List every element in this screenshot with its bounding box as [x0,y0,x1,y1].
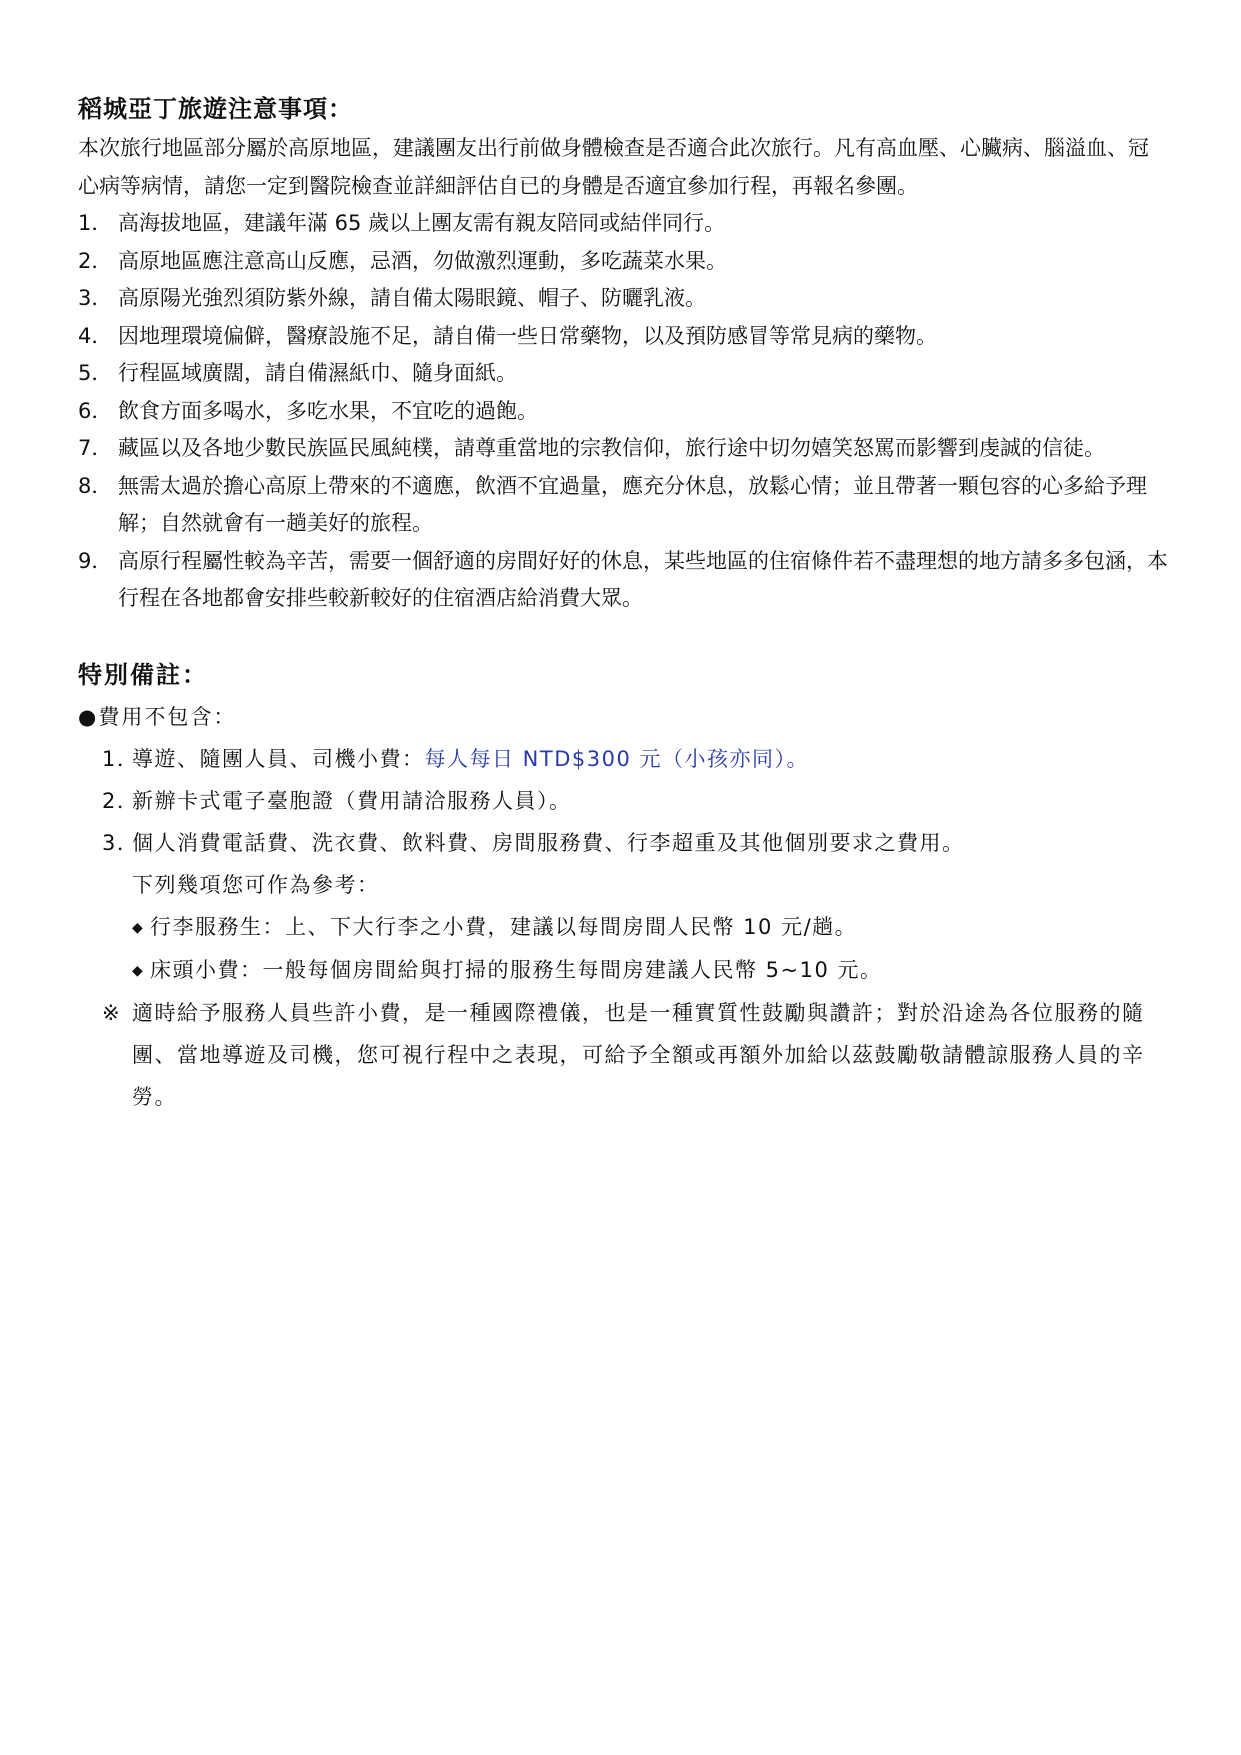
document-page [78,88,1168,1118]
list-item-text: 無需太過於擔心高原上帶來的不適應，飲酒不宜過量，應充分休息，放鬆心情；並且帶著一顆包容的心多給予理解；自然就會有一趟美好的旅程。 [118,473,1147,535]
list-item-text: 高海拔地區，建議年滿 65 歲以上團友需有親友陪同或結伴同行。 [118,211,726,235]
section-title-travel-notes: 稻城亞丁旅遊注意事項： [78,95,353,123]
diamond-bullet-icon: ◆ [132,919,145,936]
tip-bullet-housekeeping [78,949,1168,992]
list-item-number: 9． [78,548,113,573]
list-item-number: 2． [78,248,113,273]
list-item [78,430,1168,468]
list-item-number: 3． [78,286,113,310]
list-item [78,468,1168,543]
diamond-bullet-icon: ◆ [132,962,145,979]
section-divider-space [78,618,1168,654]
fee-item [102,780,1168,822]
fee-item [102,822,1168,864]
fee-excluded-heading: ●費用不包含： [78,704,237,729]
fee-item-number: 2． [102,788,140,813]
list-item-text: 藏區以及各地少數民族區民風純樸，請尊重當地的宗教信仰，旅行途中切勿嬉笑怒罵而影響到虔誠的信徒。 [118,436,1105,460]
fee-item-number: 3． [102,830,140,855]
list-item-text: 高原行程屬性較為辛苦，需要一個舒適的房間好好的休息，某些地區的住宿條件若不盡理想的地方請多多包涵，本行程在各地都會安排些較新較好的住宿酒店給消費大眾。 [118,548,1168,610]
tip-bullet-text: 床頭小費：一般每個房間給與打掃的服務生每間房建議人民幣 5~10 元。 [150,957,883,982]
list-item-text: 高原地區應注意高山反應，忌酒，勿做激烈運動，多吃蔬菜水果。 [118,248,727,273]
tipping-remark-text: 適時給予服務人員些許小費，是一種國際禮儀，也是一種實質性鼓勵與讚許；對於沿途為各位服務的隨團、當地導遊及司機，您可視行程中之表現，可給予全額或再額外加給以茲鼓勵敬請體諒服務人員的辛勞。 [132,1000,1145,1109]
list-item [78,280,1168,318]
tipping-remark [78,992,1168,1118]
list-item-number: 5． [78,361,113,385]
section-title-special-notes: 特別備註： [78,660,208,689]
list-item-text: 因地理環境偏僻，醫療設施不足，請自備一些日常藥物，以及預防感冒等常見病的藥物。 [118,323,937,348]
list-item-text: 高原陽光強烈須防紫外線，請自備太陽眼鏡、帽子、防曬乳液。 [118,286,706,310]
list-item [78,243,1168,281]
fee-item-text [132,738,1168,780]
fee-item [102,738,1168,780]
fee-item-text: 新辦卡式電子臺胞證（費用請洽服務人員）。 [132,788,572,813]
tip-bullet-porter [78,906,1168,949]
list-item-number: 4． [78,323,113,348]
fee-item-text: 個人消費電話費、洗衣費、飲料費、房間服務費、行李超重及其他個別要求之費用。 [132,830,965,855]
travel-notes-list [78,205,1168,618]
list-item [78,393,1168,431]
list-item-number: 8． [78,473,113,498]
reference-mark-icon: ※ [102,1000,122,1025]
list-item [78,205,1168,243]
tip-amount-highlight: 每人每日 NTD$300 元（小孩亦同）。 [424,746,809,771]
fee-item-number: 1． [102,746,140,771]
fee-item-label: 導遊、隨團人員、司機小費： [132,746,425,771]
list-item-number: 7． [78,436,113,460]
list-item-text: 行程區域廣闊，請自備濕紙巾、隨身面紙。 [118,361,517,385]
reference-intro: 下列幾項您可作為參考： [132,872,380,897]
intro-paragraph: 本次旅行地區部分屬於高原地區，建議團友出行前做身體檢查是否適合此次旅行。凡有高血壓、心臟病、腦溢血、冠心病等病情，請您一定到醫院檢查並詳細評估自已的身體是否適宜參加行程，再報名參團。 [78,136,1149,198]
list-item-number: 6． [78,398,113,423]
list-item [78,543,1168,618]
fee-excluded-list [78,738,1168,864]
list-item-number: 1． [78,211,113,235]
list-item-text: 飲食方面多喝水，多吃水果，不宜吃的過飽。 [118,398,538,423]
list-item [78,355,1168,393]
tip-bullet-text: 行李服務生：上、下大行李之小費，建議以每間房間人民幣 10 元/趟。 [150,914,858,939]
list-item [78,318,1168,356]
